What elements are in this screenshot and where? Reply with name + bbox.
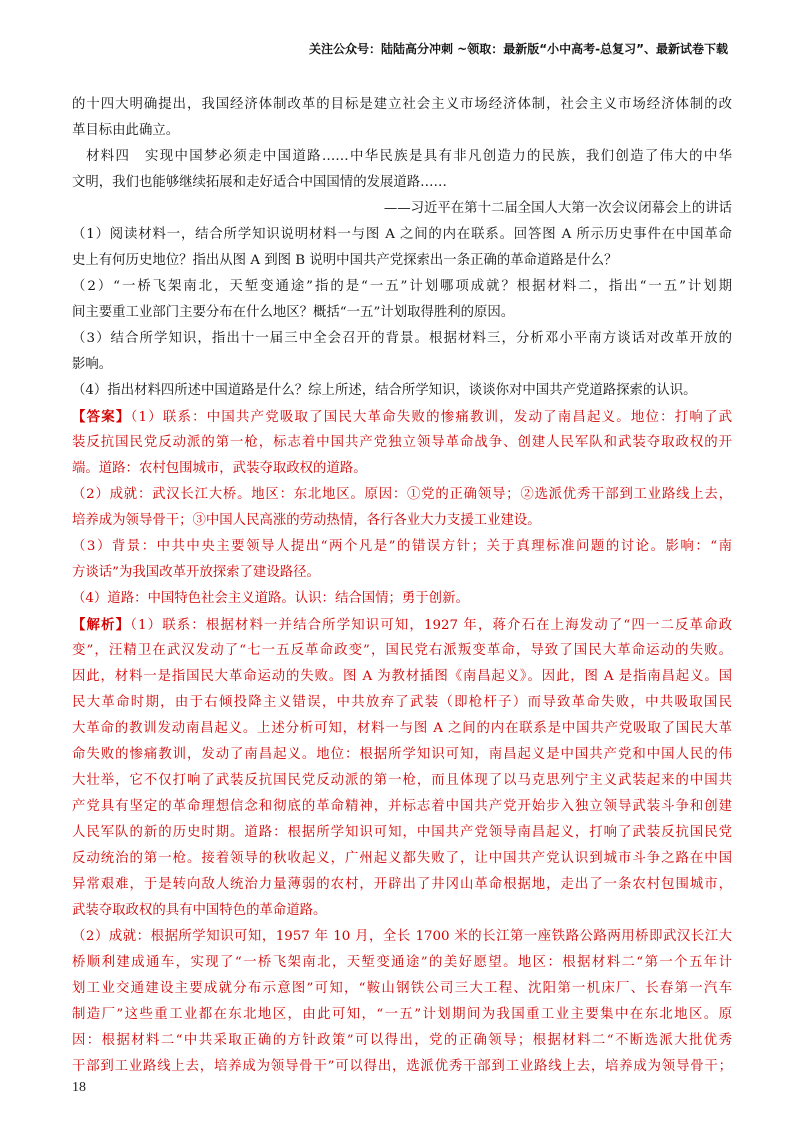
text-line: （4）指出材料四所述中国道路是什么？综上所述，结合所学知识，谈谈你对中国共产党道路探索的认识。 (72, 383, 697, 398)
text-line: 史上有何历史地位？指出从图 A 到图 B 说明中国共产党探索出一条正确的革命道路是什么？ (72, 253, 618, 268)
text-line: 变”，汪精卫在武汉发动了“七一五反革命政变”，国民党右派叛变革命，导致了国民大革命运动的失败。 (72, 643, 732, 658)
text-line: 间主要重工业部门主要分布在什么地区？概括“一五”计划取得胜利的原因。 (72, 305, 515, 320)
text-line: （2）“一桥飞架南北，天堑变通途”指的是“一五”计划哪项成就？根据材料二，指出“一五”计划期 (72, 279, 732, 294)
text-line: 反动统治的第一枪。接着领导的秋收起义，广州起义都失败了，让中国共产党认识到城市斗争之路在中国 (72, 851, 732, 866)
text-line: 的十四大明确提出，我国经济体制改革的目标是建立社会主义市场经济体制，社会主义市场经济体制的改 (72, 97, 732, 112)
text-line: 方谈话”为我国改革开放探索了建设路径。 (72, 565, 320, 580)
text-line: （1）联系：根据材料一并结合所学知识可知，1927 年，蒋介石在上海发动了“四一二反革命政 (130, 618, 733, 633)
text-line: （2）成就：根据所学知识可知，1957 年 10 月，全长 1700 米的长江第一座铁路公路两用桥即武汉长江大 (72, 929, 732, 944)
material-four (72, 144, 732, 196)
quote-source: ——习近平在第十二届全国人大第一次会议闭幕会上的讲话 (383, 201, 732, 216)
text-line: 材料四 实现中国梦必须走中国道路……中华民族是具有非凡创造力的民族，我们创造了伟大的中华 (86, 149, 732, 164)
text-line: 人民军队的新的历史时期。道路：根据所学知识可知，中国共产党领导南昌起义，打响了武装反抗国民党 (72, 825, 732, 840)
text-line: （1）阅读材料一，结合所学知识说明材料一与图 A 之间的内在联系。回答图 A 所示历史事件在中国革命 (72, 227, 732, 242)
text-line: 制造厂”这些重工业都在东北地区，由此可知，“一五”计划期间为我国重工业主要集中在东北地区。原 (72, 1007, 732, 1022)
text-line: 民大革命时期，由于右倾投降主义错误，中共放弃了武装（即枪杆子）而导致革命失败，中共吸取国民 (72, 695, 732, 710)
analysis-section (72, 612, 732, 1080)
text-line: （4）道路：中国特色社会主义道路。认识：结合国情；勇于创新。 (72, 591, 469, 606)
text-line: 大壮举，它不仅打响了武装反抗国民党反动派的第一枪，而且体现了以马克思列宁主义武装起来的中国共 (72, 773, 732, 788)
text-line: （2）成就：武汉长江大桥。地区：东北地区。原因：①党的正确领导；②选派优秀干部到工业路线上去， (72, 487, 732, 502)
text-line: （1）联系：中国共产党吸取了国民大革命失败的惨痛教训，发动了南昌起义。地位：打响了武 (130, 410, 732, 425)
text-line: 大革命的教训发动南昌起义。上述分析可知，材料一与图 A 之间的内在联系是中国共产党吸取了国民大革 (72, 721, 732, 736)
page-number: 18 (72, 1080, 86, 1095)
text-line: 文明，我们也能够继续拓展和走好适合中国国情的发展道路…… (72, 175, 447, 190)
text-line: 桥顺利建成通车，实现了“一桥飞架南北，天堑变通途”的美好愿望。地区：根据材料二“第一个五年计 (72, 955, 732, 970)
text-line: 装反抗国民党反动派的第一枪，标志着中国共产党独立领导革命战争、创建人民军队和武装夺取政权的开 (72, 435, 732, 450)
page-header: 关注公众号：陆陆高分冲刺 ~领取：最新版“小中高考-总复习”、最新试卷下载 (309, 42, 728, 56)
question-1 (72, 222, 732, 274)
intro-paragraph (72, 92, 732, 144)
text-line: 产党具有坚定的革命理想信念和彻底的革命精神，并标志着中国共产党开始步入独立领导武装斗争和创建 (72, 799, 732, 814)
text-line: 培养成为领导骨干；③中国人民高涨的劳动热情，各行各业大力支援工业建设。 (72, 513, 541, 528)
question-4 (72, 378, 732, 404)
answer-section (72, 404, 732, 612)
text-line: 因此，材料一是指国民大革命运动的失败。图 A 为教材插图《南昌起义》。因此，图 A 是指南昌起义。国 (72, 669, 732, 684)
analysis-tag: 【解析】 (72, 617, 131, 633)
text-line: 因：根据材料二“中共采取正确的方针政策”可以得出，党的正确领导；根据材料二“不断选派大批优秀 (72, 1033, 732, 1048)
text-line: 干部到工业路线上去，培养成为领导骨干”可以得出，选派优秀干部到工业路线上去，培养成为领导骨干； (72, 1059, 732, 1074)
question-3 (72, 326, 732, 378)
question-2 (72, 274, 732, 326)
text-line: 革目标由此确立。 (72, 123, 180, 138)
text-line: 命失败的惨痛教训，发动了南昌起义。地位：根据所学知识可知，南昌起义是中国共产党和中国人民的伟 (72, 747, 732, 762)
text-line: 异常艰难，于是转向敌人统治力量薄弱的农村，开辟出了井冈山革命根据地，走出了一条农村包围城市， (72, 877, 732, 892)
text-line: （3）背景：中共中央主要领导人提出“两个凡是”的错误方针；关于真理标准问题的讨论。影响：“南 (72, 539, 732, 554)
answer-tag: 【答案】 (72, 409, 131, 425)
text-line: 影响。 (72, 357, 113, 372)
text-line: 划工业交通建设主要成就分布示意图”可知，“鞍山钢铁公司三大工程、沈阳第一机床厂、长春第一汽车 (72, 981, 732, 996)
text-line: 端。道路：农村包围城市，武装夺取政权的道路。 (72, 461, 367, 476)
page-content (72, 92, 732, 1080)
text-line: 武装夺取政权的具有中国特色的革命道路。 (72, 903, 327, 918)
text-line: （3）结合所学知识，指出十一届三中全会召开的背景。根据材料三，分析邓小平南方谈话对改革开放的 (72, 331, 732, 346)
